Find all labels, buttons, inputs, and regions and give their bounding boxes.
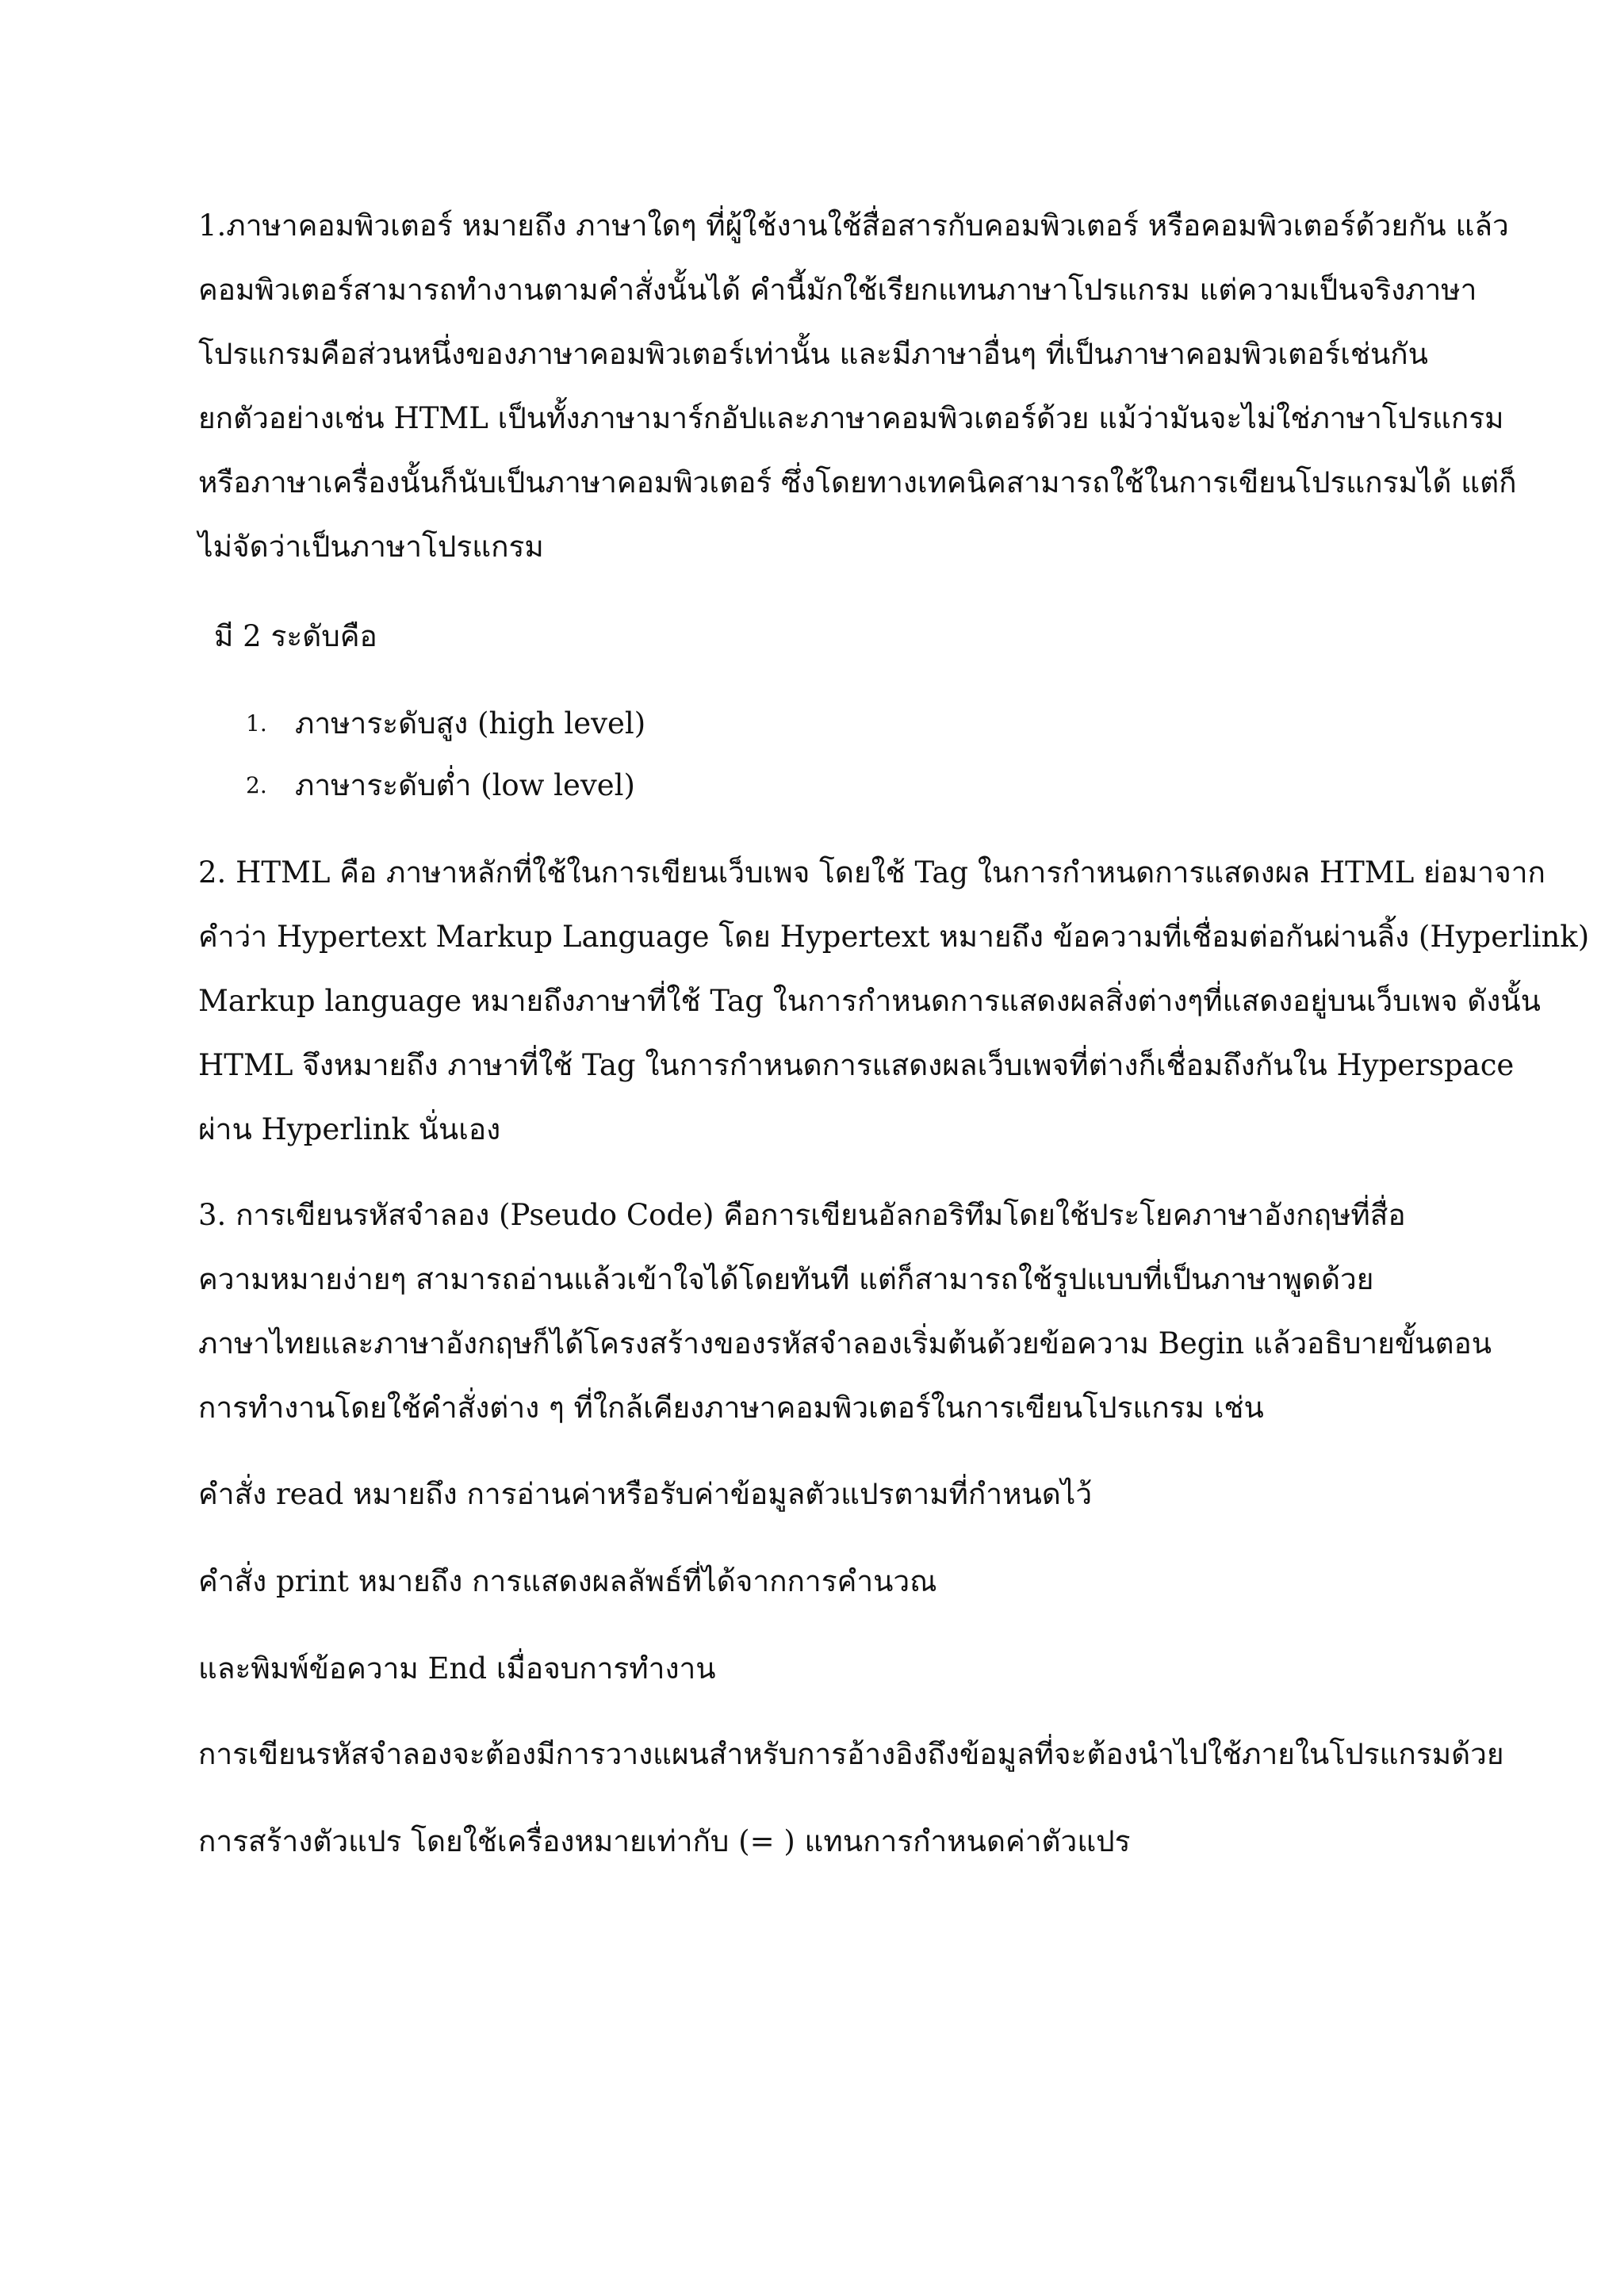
section2-line-4: HTML จึงหมายถึง ภาษาที่ใช้ Tag ในการกำหนดการแสดงผลเว็บเพจที่ต่างก็เชื่อมถึงกันใน Hyperspace: [198, 1048, 1515, 1082]
end-line: และพิมพ์ข้อความ End เมื่อจบการทำงาน: [198, 1651, 716, 1686]
planning-line-1: การเขียนรหัสจำลองจะต้องมีการวางแผนสำหรับการอ้างอิงถึงข้อมูลที่จะต้องนำไปใช้ภายในโปรแกรมด้วย: [198, 1737, 1504, 1771]
section1-line-1: 1.ภาษาคอมพิวเตอร์ หมายถึง ภาษาใดๆ ที่ผู้ใช้งานใช้สื่อสารกับคอมพิวเตอร์ หรือคอมพิวเตอร์ด้วยกัน แล้ว: [198, 209, 1509, 243]
level-1-text: ภาษาระดับสูง (high level): [295, 706, 646, 740]
section3-line-3: ภาษาไทยและภาษาอังกฤษก็ได้โครงสร้างของรหัสจำลองเริ่มต้นด้วยข้อความ Begin แล้วอธิบายขั้นตอน: [198, 1326, 1492, 1360]
section3-line-4: การทำงานโดยใช้คำสั่งต่าง ๆ ที่ใกล้เคียงภาษาคอมพิวเตอร์ในการเขียนโปรแกรม เช่น: [198, 1391, 1264, 1425]
section2-line-3: Markup language หมายถึงภาษาที่ใช้ Tag ในการกำหนดการแสดงผลสิ่งต่างๆที่แสดงอยู่บนเว็บเพจ ดังนั้น: [198, 984, 1541, 1018]
section1-line-3: โปรแกรมคือส่วนหนึ่งของภาษาคอมพิวเตอร์เท่านั้น และมีภาษาอื่นๆ ที่เป็นภาษาคอมพิวเตอร์เช่นกัน: [198, 337, 1428, 371]
planning-line-2: การสร้างตัวแปร โดยใช้เครื่องหมายเท่ากับ (= ) แทนการกำหนดค่าตัวแปร: [198, 1824, 1131, 1858]
section2-line-5: ผ่าน Hyperlink นั่นเอง: [198, 1112, 501, 1146]
section1-line-6: ไม่จัดว่าเป็นภาษาโปรแกรม: [198, 530, 544, 564]
levels-intro: มี 2 ระดับคือ: [214, 619, 377, 653]
level-2-number: 2.: [246, 772, 267, 798]
level-2-text: ภาษาระดับต่ำ (low level): [295, 768, 635, 802]
level-1-number: 1.: [246, 710, 267, 737]
section2-line-2: คำว่า Hypertext Markup Language โดย Hypertext หมายถึง ข้อความที่เชื่อมต่อกันผ่านลิ้ง (Hyperlink): [198, 920, 1590, 954]
section3-line-2: ความหมายง่ายๆ สามารถอ่านแล้วเข้าใจได้โดยทันที แต่ก็สามารถใช้รูปแบบที่เป็นภาษาพูดด้วย: [198, 1262, 1374, 1296]
section1-line-2: คอมพิวเตอร์สามารถทำงานตามคำสั่งนั้นได้ คำนี้มักใช้เรียกแทนภาษาโปรแกรม แต่ความเป็นจริงภาษา: [198, 273, 1477, 307]
command-print-line: คำสั่ง print หมายถึง การแสดงผลลัพธ์ที่ได้จากการคำนวณ: [198, 1564, 937, 1598]
section1-line-4: ยกตัวอย่างเช่น HTML เป็นทั้งภาษามาร์กอัปและภาษาคอมพิวเตอร์ด้วย แม้ว่ามันจะไม่ใช่ภาษาโปรแกรม: [198, 401, 1504, 435]
section3-line-1: 3. การเขียนรหัสจำลอง (Pseudo Code) คือการเขียนอัลกอริทึมโดยใช้ประโยคภาษาอังกฤษที่สื่อ: [198, 1198, 1406, 1232]
section1-line-5: หรือภาษาเครื่องนั้นก็นับเป็นภาษาคอมพิวเตอร์ ซึ่งโดยทางเทคนิคสามารถใช้ในการเขียนโปรแกรมได้ แต่ก็: [198, 465, 1517, 499]
section2-line-1: 2. HTML คือ ภาษาหลักที่ใช้ในการเขียนเว็บเพจ โดยใช้ Tag ในการกำหนดการแสดงผล HTML ย่อมาจาก: [198, 855, 1545, 890]
command-read-line: คำสั่ง read หมายถึง การอ่านค่าหรือรับค่าข้อมูลตัวแปรตามที่กำหนดไว้: [198, 1477, 1093, 1511]
